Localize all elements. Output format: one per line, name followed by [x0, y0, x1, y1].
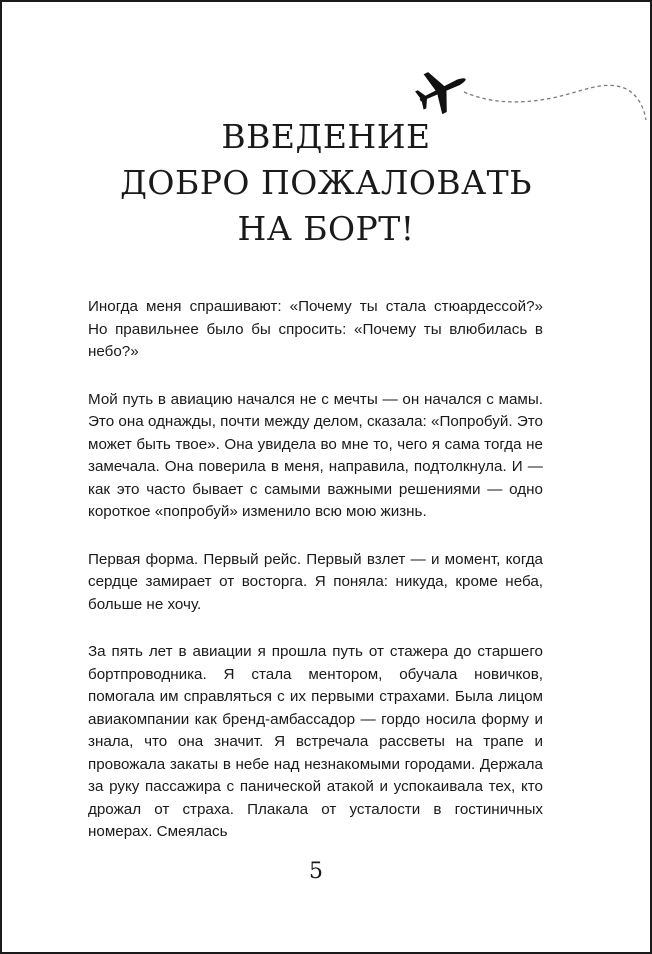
page-number: 5	[309, 859, 323, 884]
chapter-title-line-2: ДОБРО ПОЖАЛОВАТЬ	[120, 163, 532, 202]
paragraph: Иногда меня спрашивают: «Почему ты стала стюардессой?» Но правильнее было бы спросить: «Почему ты влюбилась в небо?»	[88, 298, 543, 360]
chapter-title	[2, 114, 650, 252]
paragraph: Первая форма. Первый рейс. Первый взлет — и момент, когда сердце замирает от восторга. Я поняла: никуда, кроме неба, больше не хочу.	[88, 550, 543, 613]
body-text	[88, 296, 543, 869]
airplane-icon	[412, 62, 475, 121]
paragraph: Мой путь в авиацию начался не с мечты — он начался с мамы. Это она однажды, почти между делом, сказала: «Попробуй. Это может быть твое». Она увидела во мне то, чего я сама тогда не замечала. Она поверила в меня, направила, подтолкнула. И — как это часто бывает с самыми важными решениями — одно короткое «попробуй» изменило всю мою жизнь.	[88, 390, 543, 520]
airplane-flight-path-decoration	[412, 62, 652, 122]
chapter-title-line-1: ВВЕДЕНИЕ	[221, 117, 431, 156]
paragraph: За пять лет в авиации я прошла путь от стажера до старшего бортпроводника. Я стала ментором, обучала новичков, помогала им справляться с их первыми страхами. Была лицом авиакомпании как бренд-амбассадор — гордо носила форму и знала, что она значит. Я встречала рассветы на трапе и провожала закаты в небе над незнакомыми городами. Держала за руку пассажира с панической атакой и успокаивала тех, кто дрожал от страха. Плакала от усталости в гостиничных номерах. Смеялась	[88, 643, 543, 840]
chapter-title-line-3: НА БОРТ!	[237, 209, 415, 248]
